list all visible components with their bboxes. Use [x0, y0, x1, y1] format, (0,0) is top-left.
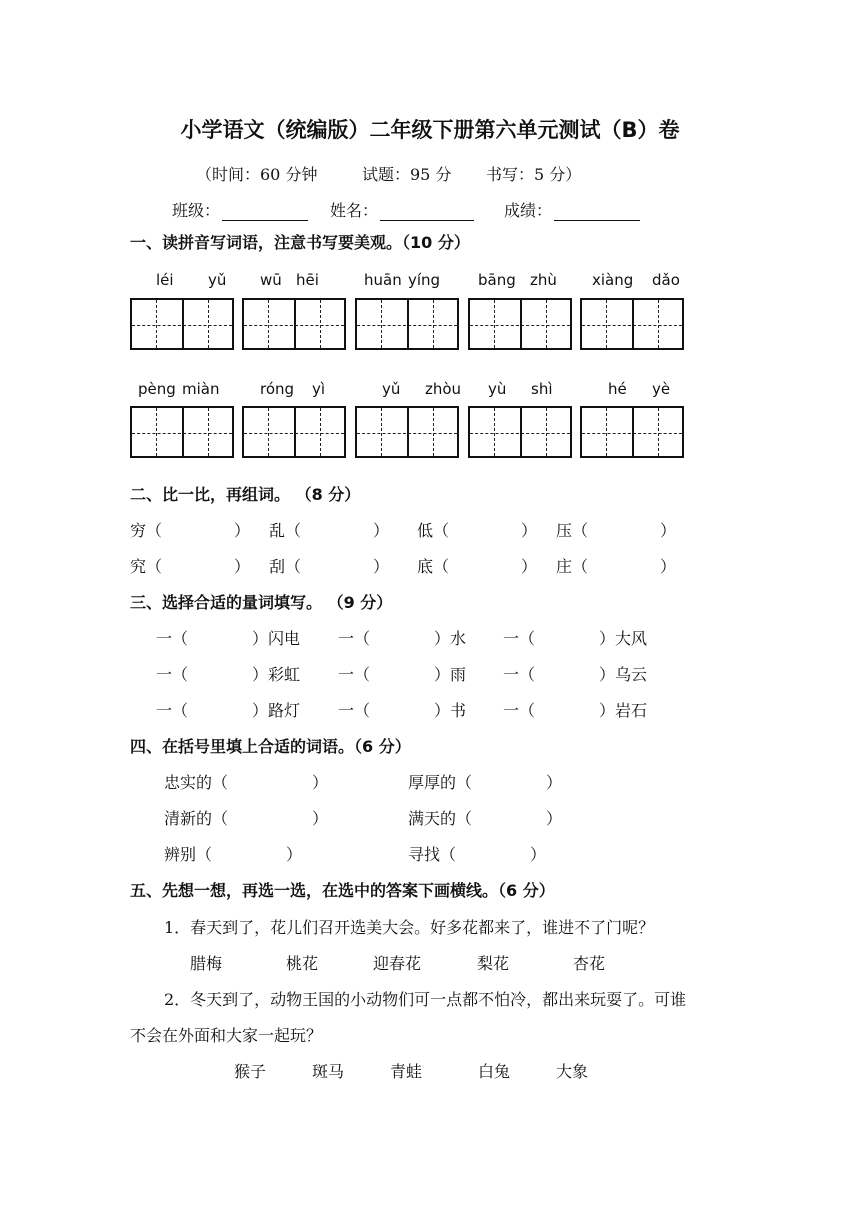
answer-option[interactable]: 大象 [556, 1062, 589, 1081]
writing-grid[interactable] [468, 298, 572, 350]
compare-word: 刮（ [269, 557, 302, 576]
bracket-close[interactable]: ） [521, 557, 538, 576]
measure-noun[interactable]: ）大风 [599, 629, 648, 648]
measure-noun[interactable]: ）闪电 [252, 629, 301, 648]
measure-prefix: 一（ [503, 665, 536, 684]
class-field [172, 198, 308, 221]
question-1: 1．春天到了，花儿们召开选美大会。好多花都来了，谁进不了门呢？ [164, 918, 655, 937]
verb-phrase: 辨别（ [164, 845, 213, 864]
score-info: 试题：95 分 [362, 165, 452, 184]
compare-word: 究（ [130, 557, 163, 576]
bracket-close[interactable]: ） [373, 521, 390, 540]
pinyin: yù [488, 380, 507, 398]
page-title: 小学语文（统编版）二年级下册第六单元测试（B）卷 [180, 118, 680, 142]
measure-prefix: 一（ [156, 701, 189, 720]
measure-prefix: 一（ [503, 629, 536, 648]
compare-word: 乱（ [269, 521, 302, 540]
answer-option[interactable]: 迎春花 [373, 954, 422, 973]
pinyin: miàn [182, 380, 220, 398]
pinyin: léi [156, 271, 174, 289]
name-blank[interactable] [380, 204, 474, 221]
bracket-close[interactable]: ） [660, 521, 677, 540]
compare-word: 低（ [417, 521, 450, 540]
measure-prefix: 一（ [338, 665, 371, 684]
section2-heading: 二、比一比，再组词。 （8 分） [130, 485, 361, 504]
answer-option[interactable]: 腊梅 [190, 954, 223, 973]
answer-option[interactable]: 桃花 [286, 954, 319, 973]
measure-noun[interactable]: ）水 [434, 629, 467, 648]
bracket-close[interactable]: ） [530, 845, 547, 864]
answer-option[interactable]: 白兔 [478, 1062, 511, 1081]
question-2: 2．冬天到了，动物王国的小动物们可一点都不怕冷，都出来玩耍了。可谁 [164, 990, 687, 1009]
measure-noun[interactable]: ）雨 [434, 665, 467, 684]
pinyin: yǔ [208, 271, 227, 289]
writing-grid[interactable] [580, 406, 684, 458]
bracket-close[interactable]: ） [660, 557, 677, 576]
bracket-close[interactable]: ） [286, 845, 303, 864]
question-2-cont: 不会在外面和大家一起玩？ [130, 1026, 323, 1045]
measure-prefix: 一（ [503, 701, 536, 720]
measure-noun[interactable]: ）乌云 [599, 665, 648, 684]
writing-grid[interactable] [130, 298, 234, 350]
adjective-phrase: 厚厚的（ [408, 773, 473, 792]
section3-heading: 三、选择合适的量词填写。 （9 分） [130, 593, 393, 612]
adjective-phrase: 清新的（ [164, 809, 229, 828]
writing-grid[interactable] [242, 298, 346, 350]
name-field [330, 198, 474, 221]
answer-option[interactable]: 杏花 [573, 954, 606, 973]
answer-option[interactable]: 猴子 [234, 1062, 267, 1081]
measure-prefix: 一（ [338, 701, 371, 720]
compare-word: 压（ [556, 521, 589, 540]
pinyin: yì [312, 380, 326, 398]
pinyin: shì [531, 380, 553, 398]
writing-grid[interactable] [580, 298, 684, 350]
measure-prefix: 一（ [156, 665, 189, 684]
pinyin: xiàng [592, 271, 634, 289]
pinyin: zhù [530, 271, 557, 289]
writing-grid[interactable] [355, 298, 459, 350]
result-blank[interactable] [554, 204, 640, 221]
pinyin: huān [364, 271, 402, 289]
pinyin: pèng [138, 380, 176, 398]
pinyin: dǎo [652, 271, 680, 289]
name-label: 姓名： [330, 201, 379, 220]
class-label: 班级： [172, 201, 221, 220]
pinyin: hēi [296, 271, 319, 289]
compare-word: 底（ [417, 557, 450, 576]
bracket-close[interactable]: ） [521, 521, 538, 540]
time-info: （时间：60 分钟 [196, 165, 318, 184]
pinyin: bāng [478, 271, 516, 289]
class-blank[interactable] [222, 204, 308, 221]
writing-grid[interactable] [242, 406, 346, 458]
pinyin: wū [260, 271, 282, 289]
bracket-close[interactable]: ） [312, 809, 329, 828]
measure-noun[interactable]: ）书 [434, 701, 467, 720]
pinyin: yǔ [382, 380, 401, 398]
bracket-close[interactable]: ） [546, 773, 563, 792]
answer-option[interactable]: 青蛙 [390, 1062, 423, 1081]
answer-option[interactable]: 斑马 [312, 1062, 345, 1081]
bracket-close[interactable]: ） [546, 809, 563, 828]
writing-grid[interactable] [355, 406, 459, 458]
measure-prefix: 一（ [156, 629, 189, 648]
measure-noun[interactable]: ）路灯 [252, 701, 301, 720]
section5-heading: 五、先想一想，再选一选，在选中的答案下画横线。（6 分） [130, 881, 555, 900]
verb-phrase: 寻找（ [408, 845, 457, 864]
adjective-phrase: 满天的（ [408, 809, 473, 828]
answer-option[interactable]: 梨花 [477, 954, 510, 973]
writing-info: 书写：5 分） [486, 165, 582, 184]
writing-grid[interactable] [468, 406, 572, 458]
adjective-phrase: 忠实的（ [164, 773, 229, 792]
bracket-close[interactable]: ） [234, 557, 251, 576]
bracket-close[interactable]: ） [373, 557, 390, 576]
result-label: 成绩： [504, 201, 553, 220]
compare-word: 穷（ [130, 521, 163, 540]
measure-noun[interactable]: ）彩虹 [252, 665, 301, 684]
section4-heading: 四、在括号里填上合适的词语。（6 分） [130, 737, 411, 756]
section1-heading: 一、读拼音写词语，注意书写要美观。（10 分） [130, 233, 470, 252]
bracket-close[interactable]: ） [312, 773, 329, 792]
pinyin: yè [652, 380, 671, 398]
writing-grid[interactable] [130, 406, 234, 458]
measure-noun[interactable]: ）岩石 [599, 701, 648, 720]
result-field [504, 198, 640, 221]
pinyin: róng [260, 380, 295, 398]
pinyin: zhòu [425, 380, 462, 398]
pinyin: hé [608, 380, 627, 398]
bracket-close[interactable]: ） [234, 521, 251, 540]
measure-prefix: 一（ [338, 629, 371, 648]
compare-word: 庄（ [556, 557, 589, 576]
pinyin: yíng [408, 271, 441, 289]
